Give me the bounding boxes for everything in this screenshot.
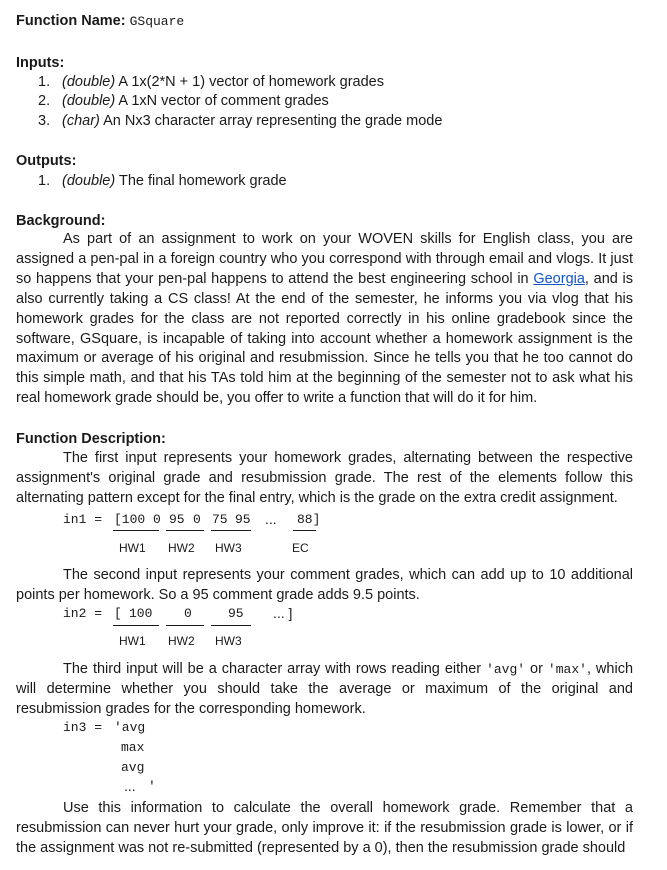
in3-row: 'avg xyxy=(114,720,146,735)
in2-prefix: in2 = xyxy=(63,606,110,621)
input-type: (double) xyxy=(62,74,116,90)
list-number: 3. xyxy=(38,113,51,129)
description-paragraph-3 xyxy=(16,660,633,720)
background-paragraph xyxy=(16,230,633,409)
in1-prefix: in1 = xyxy=(63,512,110,527)
in3-close: ' xyxy=(148,779,156,794)
in3-row: max xyxy=(121,740,145,755)
description-paragraph-1 xyxy=(16,449,633,509)
in2-value: 100 xyxy=(129,606,153,621)
in1-value: 0 xyxy=(153,512,161,527)
description-text: , which will determine whether you should take the average or maximum of the original and resubmission grades for the corresponding homework. xyxy=(16,661,634,717)
function-name: GSquare xyxy=(129,14,185,29)
hw3-underline xyxy=(211,625,251,626)
hw1-underline xyxy=(113,530,159,531)
in2-label: HW1 xyxy=(119,634,146,648)
output-item xyxy=(38,173,287,189)
in1-label: EC xyxy=(292,541,309,555)
hw1-underline xyxy=(113,625,159,626)
input-item xyxy=(38,74,384,90)
description-text: The first input represents your homework grades, alternating between the respective assignment's original grade and resubmission grade. The rest of the elements follow this alternating pattern except for the final entry, which is the grade on the extra credit assignment. xyxy=(16,450,633,506)
in2-value: 0 xyxy=(184,606,192,621)
outputs-heading: Outputs: xyxy=(16,153,77,169)
input-text: A 1xN vector of comment grades xyxy=(115,93,329,109)
inputs-heading: Inputs: xyxy=(16,55,65,71)
in1-ellipsis: ... xyxy=(265,511,277,527)
list-number: 1. xyxy=(38,74,51,90)
in1-value: 95 xyxy=(235,512,251,527)
description-text: The third input will be a character array with rows reading either xyxy=(63,661,487,677)
in2-value: 95 xyxy=(228,606,244,621)
function-name-label: Function Name: xyxy=(16,13,126,29)
in2-label: HW2 xyxy=(168,634,195,648)
hw3-underline xyxy=(211,530,251,531)
background-text: , and is also currently taking a CS class! At the end of the semester, he informs you via vlog that his homework grades for the class are not reported correctly in his online gradebook since the software, GSquare, is incapable of taking into account whether a homework assignment is the maximum or average of his original and resubmission. Since he tells you that he too cannot do this simple math, and that his TAs told him at the beginning of the semester not to ask what his real homework grade should be, you offer to write a function that will do it for him. xyxy=(16,270,634,407)
description-heading: Function Description: xyxy=(16,431,166,447)
input-type: (char) xyxy=(62,113,100,129)
description-text: or xyxy=(525,661,548,677)
list-number: 1. xyxy=(38,173,51,189)
input-item xyxy=(38,93,329,109)
in1-value: [100 xyxy=(114,512,146,527)
in1-label: HW1 xyxy=(119,541,146,555)
description-text: Use this information to calculate the overall homework grade. Remember that a resubmission can never hurt your grade, only improve it: if the resubmission grade is lower, or if the assignment was not re-submitted (represented by a 0), then the resubmission grade should xyxy=(16,800,633,856)
in1-value: 95 xyxy=(169,512,185,527)
ec-underline xyxy=(293,530,316,531)
list-number: 2. xyxy=(38,93,51,109)
input-item xyxy=(38,113,442,129)
in3-ellipsis: ... xyxy=(124,778,136,794)
input-type: (double) xyxy=(62,93,116,109)
georgia-link[interactable]: Georgia xyxy=(533,270,585,287)
in3-prefix: in3 = xyxy=(63,720,110,735)
hw2-underline xyxy=(166,530,204,531)
in3-row: avg xyxy=(121,760,145,775)
in1-value: 0 xyxy=(193,512,201,527)
description-paragraph-2 xyxy=(16,566,633,606)
in1-label: HW2 xyxy=(168,541,195,555)
background-heading: Background: xyxy=(16,213,106,229)
in1-value: 75 xyxy=(212,512,228,527)
input-text: A 1x(2*N + 1) vector of homework grades xyxy=(115,74,384,90)
output-text: The final homework grade xyxy=(115,173,287,189)
in2-ellipsis: ... ] xyxy=(273,605,293,621)
input-text: An Nx3 character array representing the grade mode xyxy=(99,113,443,129)
description-text: The second input represents your comment grades, which can add up to 10 additional points per homework. So a 95 comment grade adds 9.5 points. xyxy=(16,567,633,603)
in1-label: HW3 xyxy=(215,541,242,555)
in2-value: [ xyxy=(114,606,122,621)
code-avg: 'avg' xyxy=(486,662,526,677)
hw2-underline xyxy=(166,625,204,626)
in1-value: 88] xyxy=(297,512,321,527)
output-type: (double) xyxy=(62,173,116,189)
background-text: As part of an assignment to work on your WOVEN skills for English class, you are assigned a pen-pal in a foreign country who you correspond with through email and vlogs. It just so happens that your pen-pal happens to attend the best engineering school in xyxy=(16,231,633,287)
code-max: 'max' xyxy=(547,662,587,677)
description-paragraph-4 xyxy=(16,799,633,859)
in2-label: HW3 xyxy=(215,634,242,648)
function-name-line xyxy=(16,13,184,29)
